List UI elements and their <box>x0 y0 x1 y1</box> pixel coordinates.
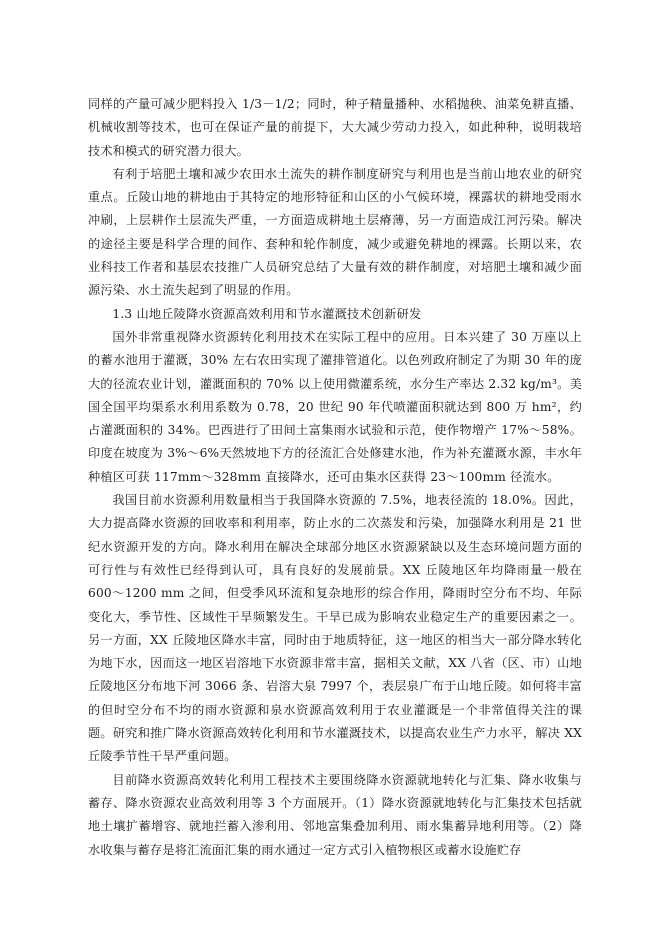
paragraph-current-techniques: 目前降水资源高效转化利用工程技术主要围绕降水资源就地转化与汇集、降水收集与蓄存、降水资源农业高效利用等 3 个方面展开。（1）降水资源就地转化与汇集技术包括就地土壤扩蓄增容、就地拦蓄入渗利用、邻地富集叠加利用、雨水集蓄异地利用等。（2）降水收集与蓄存是将汇流面汇集的雨水通过一定方式引入植物根区或蓄水设施贮存 <box>88 772 582 857</box>
section-heading-1-3: 1.3 山地丘陵降水资源高效利用和节水灌溉技术创新研发 <box>112 306 422 321</box>
document-body <box>88 93 582 862</box>
paragraph-crop-techniques: 同样的产量可减少肥料投入 1/3－1/2；同时，种子精量播种、水稻抛秧、油菜免耕直播、机械收割等技术，也可在保证产量的前提下，大大减少劳动力投入，如此种种，说明栽培技术和模式的研究潜力很大。 <box>88 97 582 158</box>
paragraph-tillage-system: 有利于培肥土壤和减少农田水土流失的耕作制度研究与利用也是当前山地农业的研究重点。丘陵山地的耕地由于其特定的地形特征和山区的小气候环境，裸露状的耕地受雨水冲刷，上层耕作土层流失严重，一方面造成耕地土层瘠薄，另一方面造成江河污染。解决的途径主要是科学合理的间作、套种和轮作制度，减少或避免耕地的裸露。长期以来，农业科技工作者和基层农技推广人员研究总结了大量有效的耕作制度，对培肥土壤和减少面源污染、水土流失起到了明显的作用。 <box>88 166 582 298</box>
paragraph-foreign-practice: 国外非常重视降水资源转化利用技术在实际工程中的应用。日本兴建了 30 万座以上的蓄水池用于灌溉，30% 左右农田实现了灌排管道化。以色列政府制定了为期 30 年的庞大的径流农业计划，灌溉面积的 70% 以上使用微灌系统，水分生产率达 2.32 kg/m³。美国全国平均渠系水利用系数为 0.78，20 世纪 90 年代喷灌面积就达到 800 万 hm²，约占灌溉面积的 34%。巴西进行了田间土富集雨水试验和示范，使作物增产 17%～58%。印度在坡度为 3%～6%天然坡地下方的径流汇合处修建水池，作为补充灌溉水源，丰水年种植区可获 117mm～328mm 直接降水，还可由集水区获得 23～100mm 径流水。 <box>88 329 582 484</box>
paragraph-domestic-situation: 我国目前水资源利用数量相当于我国降水资源的 7.5%，地表径流的 18.0%。因此，大力提高降水资源的回收率和利用率，防止水的二次蒸发和污染，加强降水利用是 21 世纪水资源开发的方向。降水利用在解决全球部分地区水资源紧缺以及生态环境问题方面的可行性与有效性已经得到认可，具有良好的发展前景。XX 丘陵地区年均降雨量一般在 600～1200 mm 之间，但受季风环流和复杂地形的综合作用，降雨时空分布不均、年际变化大，季节性、区域性干旱频繁发生。干旱已成为影响农业稳定生产的重要因素之一。另一方面，XX 丘陵地区降水丰富，同时由于地质特征，这一地区的相当大一部分降水转化为地下水，因而这一地区岩溶地下水资源非常丰富，据相关文献，XX 八省（区、市）山地丘陵地区分布地下河 3066 条、岩溶大泉 7997 个，表层泉广布于山地丘陵。如何将丰富的但时空分布不均的雨水资源和泉水资源高效利用于农业灌溉是一个非常值得关注的课题。研究和推广降水资源高效转化利用和节水灌溉技术，以提高农业生产力水平，解决 XX 丘陵季节性干旱严重问题。 <box>88 493 582 764</box>
